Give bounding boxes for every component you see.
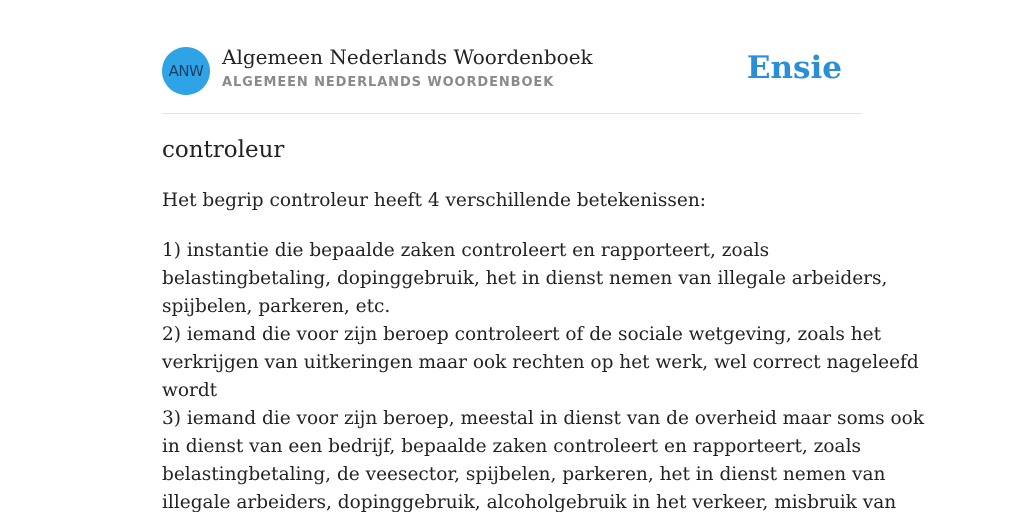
site-header [162,0,862,114]
site-subtitle: ALGEMEEN NEDERLANDS WOORDENBOEK [222,75,555,90]
entry-term: controleur [162,137,285,163]
definition-line: 2) iemand die voor zijn beroep controleert of de sociale wetgeving, zoals het [162,324,882,345]
definition-line: illegale arbeiders, dopinggebruik, alcoholgebruik in het verkeer, misbruik van [162,492,897,512]
definition-line: wordt [162,380,218,401]
definition-line: belastingbetaling, dopinggebruik, het in dienst nemen van illegale arbeiders, [162,268,888,289]
content-container [162,0,925,512]
entry-intro: Het begrip controleur heeft 4 verschillende betekenissen: [162,190,707,211]
definition-line: verkrijgen van uitkeringen maar ook rechten op het werk, wel correct nageleefd [162,352,919,373]
ensie-brand-link[interactable]: Ensie [746,50,842,86]
anw-logo[interactable] [162,47,210,95]
definition-line: 3) iemand die voor zijn beroep, meestal in dienst van de overheid maar soms ook [162,408,925,429]
definition-line: spijbelen, parkeren, etc. [162,296,391,317]
definition-list [162,237,925,512]
definition-line: belastingbetaling, de veesector, spijbelen, parkeren, het in dienst nemen van [162,464,886,485]
definition-line: 1) instantie die bepaalde zaken controleert en rapporteert, zoals [162,240,770,261]
definition-line: in dienst van een bedrijf, bepaalde zaken controleert en rapporteert, zoals [162,436,861,457]
logo-text: ANW [168,62,204,80]
site-title[interactable]: Algemeen Nederlands Woordenboek [222,45,593,69]
